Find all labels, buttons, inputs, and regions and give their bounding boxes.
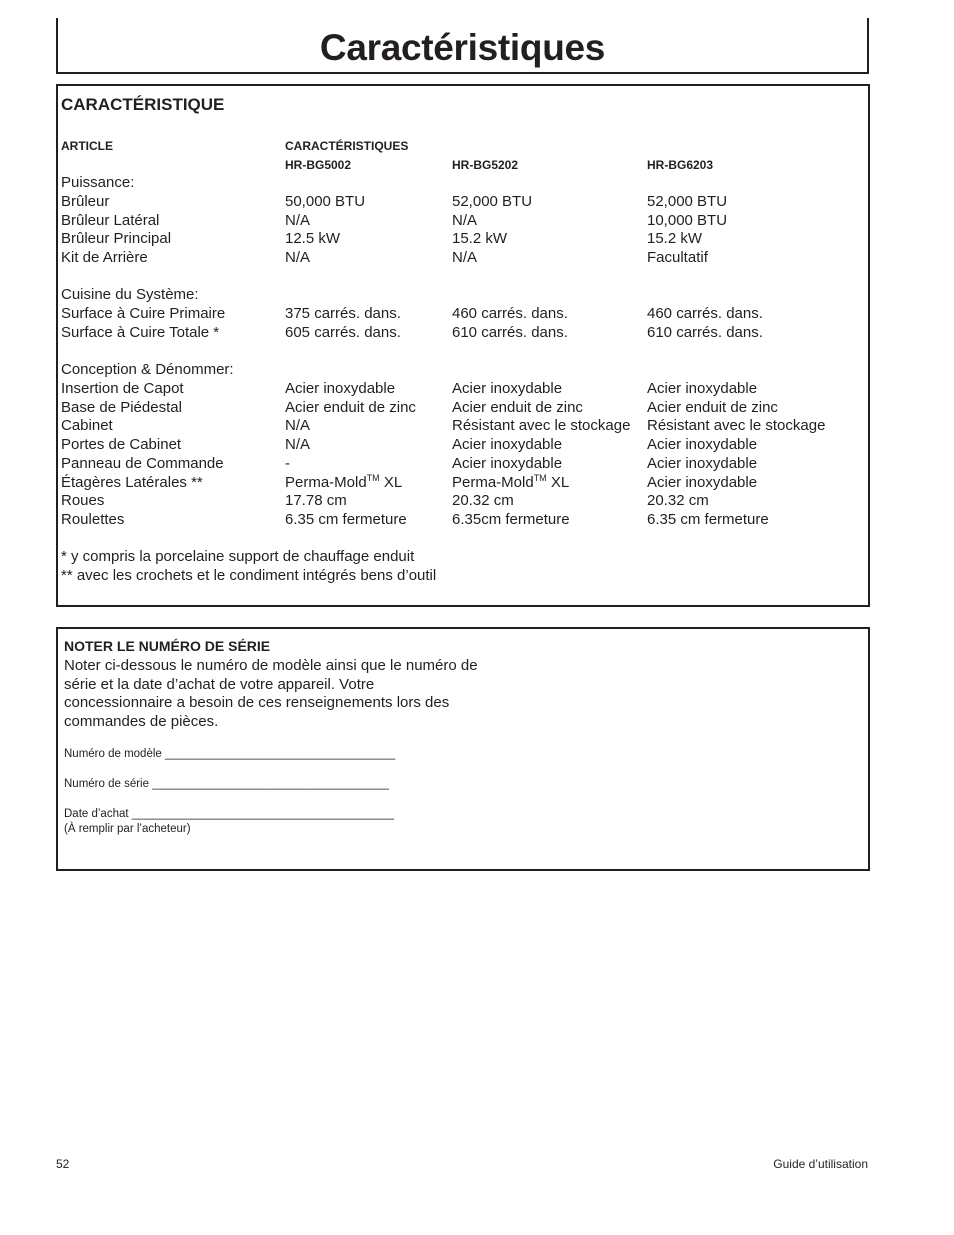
row-label: Étagères Latérales ** bbox=[61, 474, 203, 491]
cell-model-1: 12.5 kW bbox=[285, 230, 341, 247]
specifications-box bbox=[56, 84, 870, 607]
purchase-date-note: (À remplir par l’acheteur) bbox=[64, 823, 191, 835]
row-label: Brûleur Latéral bbox=[61, 212, 160, 229]
cell-model-2: 610 carrés. dans. bbox=[452, 324, 568, 341]
cell-model-3: 10,000 BTU bbox=[647, 212, 728, 229]
row-label: Conception & Dénommer: bbox=[61, 361, 234, 378]
cell-model-1: N/A bbox=[285, 436, 311, 453]
table-row bbox=[58, 454, 868, 473]
cell-text: Perma-Mold bbox=[452, 474, 534, 491]
purchase-date-field[interactable]: Date d’achat _________________________________________ bbox=[64, 808, 394, 820]
cell-model-1: 50,000 BTU bbox=[285, 193, 366, 210]
cell-model-3: Résistant avec le stockage bbox=[647, 417, 826, 434]
row-label: Portes de Cabinet bbox=[61, 436, 182, 453]
table-row bbox=[58, 285, 868, 304]
cell-model-1 bbox=[285, 473, 402, 492]
page-title: Caractéristiques bbox=[319, 27, 606, 68]
footnote: * y compris la porcelaine support de chauffage enduit bbox=[61, 548, 415, 565]
cell-suffix: XL bbox=[379, 474, 403, 491]
cell-model-1: 6.35 cm fermeture bbox=[285, 511, 407, 528]
table-row bbox=[58, 192, 868, 211]
page-title-box bbox=[56, 18, 869, 74]
cell-model-2: Acier enduit de zinc bbox=[452, 399, 583, 416]
table-row bbox=[58, 360, 868, 379]
cell-model-1: - bbox=[285, 455, 290, 472]
cell-model-3: 20.32 cm bbox=[647, 492, 709, 509]
cell-model-3: 52,000 BTU bbox=[647, 193, 728, 210]
model-header-1: HR-BG5002 bbox=[285, 158, 352, 172]
cell-model-1: 375 carrés. dans. bbox=[285, 305, 401, 322]
cell-model-1: Acier enduit de zinc bbox=[285, 399, 416, 416]
cell-model-3: Acier inoxydable bbox=[647, 474, 758, 491]
article-column-header: ARTICLE bbox=[61, 139, 113, 153]
row-label: Panneau de Commande bbox=[61, 455, 224, 472]
table-row bbox=[58, 304, 868, 323]
serial-instructions: Noter ci-dessous le numéro de modèle ainsi que le numéro de série et la date d’achat de votre appareil. Votre concessionnaire a besoin de ces renseignements lors des commandes de pièces. bbox=[64, 657, 478, 731]
trademark-mark: TM bbox=[366, 473, 380, 483]
cell-suffix: XL bbox=[546, 474, 570, 491]
cell-model-1: Acier inoxydable bbox=[285, 380, 396, 397]
cell-model-1: 17.78 cm bbox=[285, 492, 347, 509]
cell-model-2: 52,000 BTU bbox=[452, 193, 533, 210]
cell-model-2 bbox=[452, 473, 569, 492]
table-row bbox=[58, 435, 868, 454]
row-label: Cabinet bbox=[61, 417, 113, 434]
row-label: Brûleur bbox=[61, 193, 110, 210]
cell-text: Perma-Mold bbox=[285, 474, 367, 491]
cell-model-2: 15.2 kW bbox=[452, 230, 508, 247]
specifications-heading: CARACTÉRISTIQUE bbox=[61, 95, 225, 114]
footer-guide-label: Guide d’utilisation bbox=[773, 1157, 868, 1171]
cell-model-1: N/A bbox=[285, 249, 311, 266]
serial-number-box bbox=[56, 627, 870, 871]
page-number: 52 bbox=[56, 1157, 70, 1171]
model-header-2: HR-BG5202 bbox=[452, 158, 519, 172]
cell-model-3: 15.2 kW bbox=[647, 230, 703, 247]
model-header-3: HR-BG6203 bbox=[647, 158, 714, 172]
cell-model-1: 605 carrés. dans. bbox=[285, 324, 401, 341]
cell-model-3: Acier inoxydable bbox=[647, 380, 758, 397]
row-label: Kit de Arrière bbox=[61, 249, 148, 266]
row-label: Roulettes bbox=[61, 511, 125, 528]
row-label: Cuisine du Système: bbox=[61, 286, 199, 303]
cell-model-3: Acier enduit de zinc bbox=[647, 399, 778, 416]
cell-model-3: 460 carrés. dans. bbox=[647, 305, 763, 322]
table-row bbox=[58, 510, 868, 529]
cell-model-2: Résistant avec le stockage bbox=[452, 417, 631, 434]
table-row bbox=[58, 398, 868, 417]
specs-column-header: CARACTÉRISTIQUES bbox=[285, 139, 409, 153]
model-number-field[interactable]: Numéro de modèle ____________________________________ bbox=[64, 748, 396, 760]
footnote: ** avec les crochets et le condiment intégrés bens d’outil bbox=[61, 567, 437, 584]
row-label: Brûleur Principal bbox=[61, 230, 172, 247]
cell-model-2: 460 carrés. dans. bbox=[452, 305, 568, 322]
cell-model-2: Acier inoxydable bbox=[452, 436, 563, 453]
table-row bbox=[58, 173, 868, 192]
table-row bbox=[58, 416, 868, 435]
table-row bbox=[58, 379, 868, 398]
serial-heading: NOTER LE NUMÉRO DE SÉRIE bbox=[64, 638, 271, 654]
row-label: Base de Piédestal bbox=[61, 399, 182, 416]
cell-model-2: Acier inoxydable bbox=[452, 380, 563, 397]
table-row bbox=[58, 248, 868, 267]
cell-model-3: Acier inoxydable bbox=[647, 436, 758, 453]
trademark-mark: TM bbox=[533, 473, 547, 483]
cell-model-2: N/A bbox=[452, 249, 478, 266]
cell-model-3: 610 carrés. dans. bbox=[647, 324, 763, 341]
cell-model-3: 6.35 cm fermeture bbox=[647, 511, 769, 528]
cell-model-1: N/A bbox=[285, 212, 311, 229]
table-row bbox=[58, 229, 868, 248]
table-row bbox=[58, 323, 868, 342]
cell-model-3: Acier inoxydable bbox=[647, 455, 758, 472]
row-label: Insertion de Capot bbox=[61, 380, 184, 397]
cell-model-2: Acier inoxydable bbox=[452, 455, 563, 472]
table-row bbox=[58, 211, 868, 230]
cell-model-2: 6.35cm fermeture bbox=[452, 511, 570, 528]
row-label: Surface à Cuire Primaire bbox=[61, 305, 226, 322]
row-label: Roues bbox=[61, 492, 105, 509]
row-label: Surface à Cuire Totale * bbox=[61, 324, 220, 341]
row-label: Puissance: bbox=[61, 174, 135, 191]
table-row bbox=[58, 473, 868, 492]
table-row bbox=[58, 491, 868, 510]
cell-model-1: N/A bbox=[285, 417, 311, 434]
cell-model-3: Facultatif bbox=[647, 249, 708, 266]
serial-number-field[interactable]: Numéro de série _____________________________________ bbox=[64, 778, 389, 790]
cell-model-2: 20.32 cm bbox=[452, 492, 514, 509]
cell-model-2: N/A bbox=[452, 212, 478, 229]
